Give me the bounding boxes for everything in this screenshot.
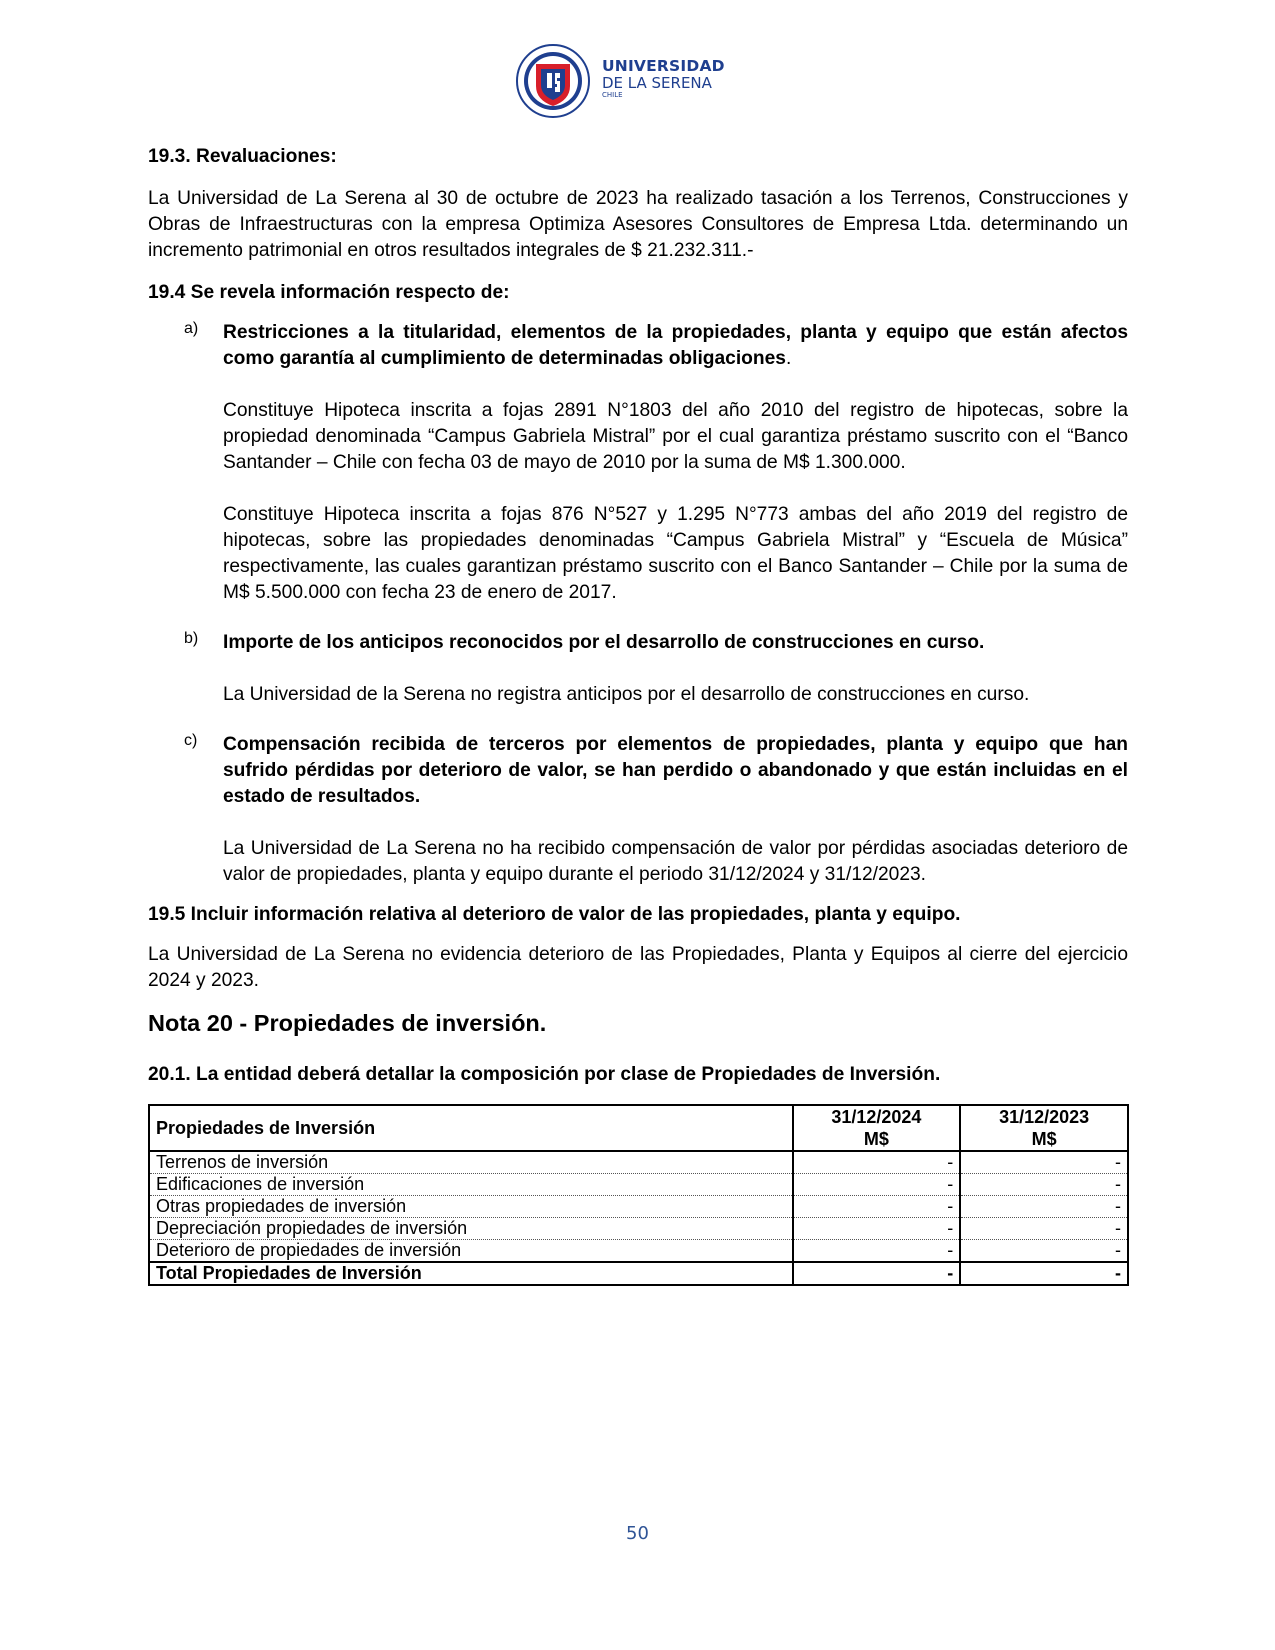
total-label: Total Propiedades de Inversión [149,1262,793,1285]
item-a-title-suffix: . [785,348,792,369]
item-c-title: Compensación recibida de terceros por elementos de propiedades, planta y equipo que han sufrido pérdidas por deterioro de valor, se han perdido o abandonado y que están incluidas en el estado de resultados. [223,734,1128,807]
item-a-paragraph-2: Constituye Hipoteca inscrita a fojas 876 N°527 y 1.295 N°773 ambas del año 2019 del registro de hipotecas, sobre las propiedades denominadas “Campus Gabriela Mistral” y “Escuela de Música” respectivamente, las cuales garantizan préstamo suscrito con el Banco Santander – Chile por la suma de M$ 5.500.000 con fecha 23 de enero de 2017. [223,504,1128,603]
row-value-2024: - [793,1174,961,1196]
logo-line-1: UNIVERSIDAD [602,57,725,75]
row-label: Depreciación propiedades de inversión [149,1218,793,1240]
item-b-title: Importe de los anticipos reconocidos por el desarrollo de construcciones en curso. [223,632,985,653]
row-label: Otras propiedades de inversión [149,1196,793,1218]
university-seal-icon [514,42,594,120]
row-value-2023: - [960,1151,1128,1174]
list-letter: b) [184,630,199,647]
row-value-2024: - [793,1240,961,1263]
logo-line-2: DE LA SERENA [602,74,712,92]
page-number: 50 [626,1523,649,1544]
item-b-paragraph-1: La Universidad de la Serena no registra anticipos por el desarrollo de construcciones en curso. [223,684,1030,705]
heading-19-3: 19.3. Revaluaciones: [148,146,337,167]
investment-properties-table [148,1104,1129,1286]
header-date-2023: 31/12/2023 [999,1107,1090,1127]
row-value-2023: - [960,1174,1128,1196]
list-letter: c) [184,732,198,749]
item-a-paragraph-1: Constituye Hipoteca inscrita a fojas 2891 N°1803 del año 2010 del registro de hipotecas, sobre la propiedad denominada “Campus Gabriela Mistral” por el cual garantiza préstamo suscrito con el “Banco Santander – Chile con fecha 03 de mayo de 2010 por la suma de M$ 1.300.000. [223,400,1128,473]
table-header-label: Propiedades de Inversión [149,1105,793,1151]
table-row [149,1151,1128,1174]
header-unit-2024: M$ [863,1129,889,1149]
table-row [149,1240,1128,1263]
nota-20-title: Nota 20 - Propiedades de inversión. [148,1010,547,1036]
list-item-a [148,320,1128,606]
table-header-row [149,1105,1128,1151]
list-letter: a) [184,320,199,337]
row-label: Edificaciones de inversión [149,1174,793,1196]
logo-line-3: CHILE [602,91,623,99]
table-row [149,1196,1128,1218]
row-value-2023: - [960,1240,1128,1263]
table-header-2023 [960,1105,1128,1151]
list-item-c [148,732,1128,888]
heading-19-5: 19.5 Incluir información relativa al deterioro de valor de las propiedades, planta y equipo. [148,904,961,925]
header-unit-2023: M$ [1031,1129,1057,1149]
row-value-2023: - [960,1196,1128,1218]
row-value-2024: - [793,1151,961,1174]
table-header-2024 [793,1105,961,1151]
row-value-2023: - [960,1218,1128,1240]
total-value-2024: - [793,1262,961,1285]
row-value-2024: - [793,1218,961,1240]
item-c-paragraph-1: La Universidad de La Serena no ha recibido compensación de valor por pérdidas asociadas deterioro de valor de propiedades, planta y equipo durante el periodo 31/12/2024 y 31/12/2023. [223,838,1128,885]
header-date-2024: 31/12/2024 [831,1107,922,1127]
row-label: Terrenos de inversión [149,1151,793,1174]
page-content [148,144,1128,1286]
university-logo [514,42,725,120]
list-item-b [148,630,1128,708]
paragraph-19-5: La Universidad de La Serena no evidencia deterioro de las Propiedades, Planta y Equipos al cierre del ejercicio 2024 y 2023. [148,944,1128,991]
total-value-2023: - [960,1262,1128,1285]
heading-20-1: 20.1. La entidad deberá detallar la composición por clase de Propiedades de Inversión. [148,1064,941,1085]
heading-19-4: 19.4 Se revela información respecto de: [148,282,510,303]
row-label: Deterioro de propiedades de inversión [149,1240,793,1263]
row-value-2024: - [793,1196,961,1218]
item-a-title: Restricciones a la titularidad, elementos de la propiedades, planta y equipo que están afectos como garantía al cumplimiento de determinadas obligaciones [223,322,1128,369]
table-row [149,1174,1128,1196]
table-row [149,1218,1128,1240]
table-total-row [149,1262,1128,1285]
paragraph-19-3: La Universidad de La Serena al 30 de octubre de 2023 ha realizado tasación a los Terrenos, Construcciones y Obras de Infraestructuras con la empresa Optimiza Asesores Consultores de Empresa Ltda. determinando un incremento patrimonial en otros resultados integrales de $ 21.232.311.- [148,188,1128,261]
